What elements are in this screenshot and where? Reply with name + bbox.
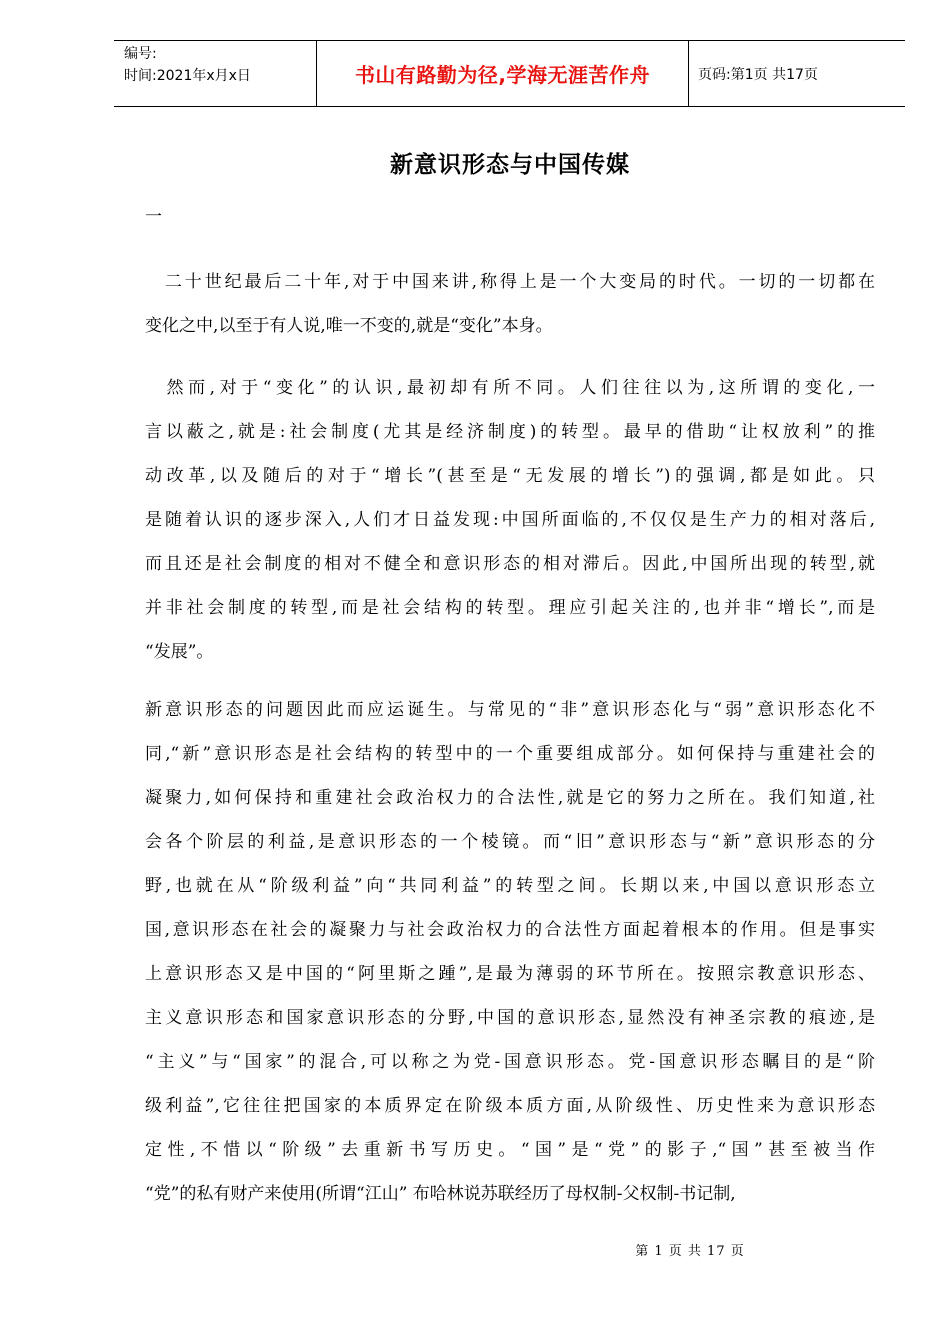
document-title: 新意识形态与中国传媒 bbox=[390, 151, 630, 178]
text-line: 凝聚力,如何保持和重建社会政治权力的合法性,就是它的努力之所在。我们知道,社 bbox=[145, 788, 875, 808]
text-line: 是随着认识的逐步深入,人们才日益发现:中国所面临的,不仅仅是生产力的相对落后, bbox=[145, 510, 875, 530]
text-line: 动改革,以及随后的对于“增长”(甚至是“无发展的增长”)的强调,都是如此。只 bbox=[145, 466, 875, 486]
text-line: 定性,不惜以“阶级”去重新书写历史。“国”是“党”的影子,“国”甚至被当作 bbox=[145, 1140, 875, 1160]
text-line: 然而,对于“变化”的认识,最初却有所不同。人们往往以为,这所谓的变化,一 bbox=[145, 378, 875, 398]
text-line: 级利益”,它往往把国家的本质界定在阶级本质方面,从阶级性、历史性来为意识形态 bbox=[145, 1096, 875, 1116]
text-line: “发展”。 bbox=[145, 642, 214, 662]
section-number: 一 bbox=[145, 207, 162, 227]
text-line: 会各个阶层的利益,是意识形态的一个棱镜。而“旧”意识形态与“新”意识形态的分 bbox=[145, 832, 875, 852]
text-line: 野,也就在从“阶级利益”向“共同利益”的转型之间。长期以来,中国以意识形态立 bbox=[145, 876, 875, 896]
text-line: 二十世纪最后二十年,对于中国来讲,称得上是一个大变局的时代。一切的一切都在 bbox=[145, 272, 875, 292]
text-line: “主义”与“国家”的混合,可以称之为党-国意识形态。党-国意识形态瞩目的是“阶 bbox=[145, 1052, 875, 1072]
header-page-number: 页码:第1页 共17页 bbox=[698, 66, 818, 83]
text-line: 而且还是社会制度的相对不健全和意识形态的相对滞后。因此,中国所出现的转型,就 bbox=[145, 554, 875, 574]
text-line: 并非社会制度的转型,而是社会结构的转型。理应引起关注的,也并非“增长”,而是 bbox=[145, 598, 875, 618]
header-meta bbox=[114, 41, 316, 106]
text-line: 国,意识形态在社会的凝聚力与社会政治权力的合法性方面起着根本的作用。但是事实 bbox=[145, 920, 875, 940]
document-time-label: 时间:2021年x月x日 bbox=[124, 68, 251, 84]
header-motto: 书山有路勤为径,学海无涯苦作舟 bbox=[316, 41, 689, 106]
document-number-label: 编号: bbox=[124, 46, 157, 62]
paragraph-3 bbox=[145, 688, 875, 1216]
text-line: 主义意识形态和国家意识形态的分野,中国的意识形态,显然没有神圣宗教的痕迹,是 bbox=[145, 1008, 875, 1028]
page-footer: 第 1 页 共 17 页 bbox=[635, 1244, 745, 1259]
paragraph-1 bbox=[145, 260, 875, 348]
page-header bbox=[114, 40, 905, 107]
text-line: 变化之中,以至于有人说,唯一不变的,就是“变化”本身。 bbox=[145, 316, 553, 336]
text-line: 同,“新”意识形态是社会结构的转型中的一个重要组成部分。如何保持与重建社会的 bbox=[145, 744, 875, 764]
text-line: 上意识形态又是中国的“阿里斯之踵”,是最为薄弱的环节所在。按照宗教意识形态、 bbox=[145, 964, 875, 984]
paragraph-2 bbox=[145, 366, 875, 674]
text-line: “党”的私有财产来使用(所谓“江山” 布哈林说苏联经历了母权制-父权制-书记制, bbox=[145, 1184, 736, 1204]
text-line: 新意识形态的问题因此而应运诞生。与常见的“非”意识形态化与“弱”意识形态化不 bbox=[145, 700, 875, 720]
text-line: 言以蔽之,就是:社会制度(尤其是经济制度)的转型。最早的借助“让权放利”的推 bbox=[145, 422, 875, 442]
